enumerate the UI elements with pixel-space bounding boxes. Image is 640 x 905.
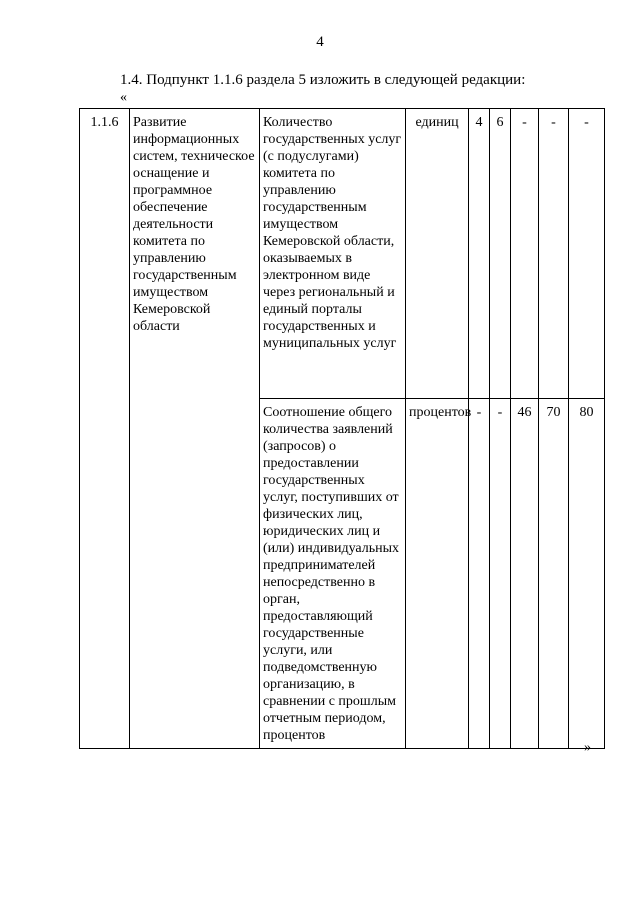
intro-text: 1.4. Подпункт 1.1.6 раздела 5 изложить в следующей редакции:: [120, 72, 526, 88]
item-number: 1.1.6: [80, 109, 130, 749]
value-cell: 4: [469, 109, 490, 399]
unit-cell: единиц: [406, 109, 469, 399]
item-name: Развитие информационных систем, техническое оснащение и программное обеспечение деятельности комитета по управлению государственным имуществом Кемеровской области: [130, 109, 260, 749]
unit-cell: процентов: [406, 399, 469, 749]
value-cell: 80: [569, 399, 605, 749]
close-quote: »: [584, 740, 591, 755]
value-cell: -: [569, 109, 605, 399]
value-cell: -: [469, 399, 490, 749]
value-cell: 46: [511, 399, 539, 749]
value-cell: 70: [539, 399, 569, 749]
indicator-table: [79, 108, 605, 749]
value-cell: -: [539, 109, 569, 399]
value-cell: 6: [490, 109, 511, 399]
open-quote: «: [120, 90, 127, 105]
value-cell: -: [511, 109, 539, 399]
indicator-cell: Соотношение общего количества заявлений (запросов) о предоставлении государственных услуг, поступивших от физических лиц, юридических лиц и (или) индивидуальных предпринимателей непосредственно в орган, предоставляющий государственные услуги, или подведомственную организацию, в сравнении с прошлым отчетным периодом, процентов: [260, 399, 406, 749]
page-number: 4: [316, 34, 324, 50]
table-row: [80, 109, 605, 399]
value-cell: -: [490, 399, 511, 749]
indicator-cell: Количество государственных услуг (с подуслугами) комитета по управлению государственным имуществом Кемеровской области, оказываемых в электронном виде через региональный и единый порталы государственных и муниципальных услуг: [260, 109, 406, 399]
